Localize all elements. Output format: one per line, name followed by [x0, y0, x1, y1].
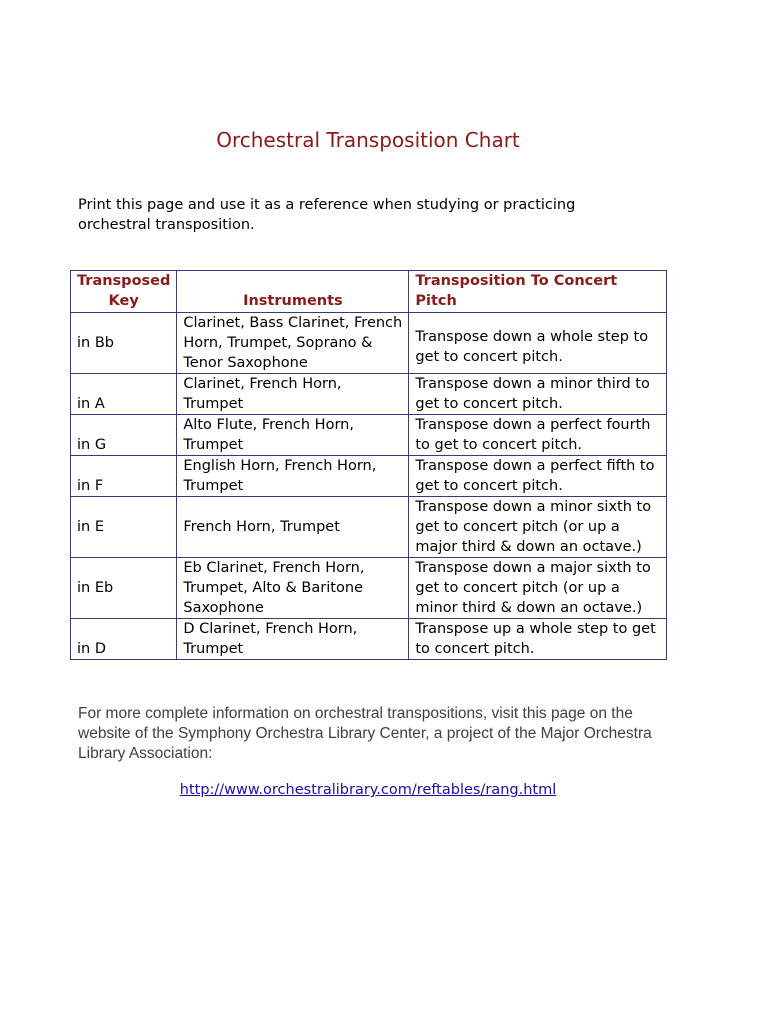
- reference-link[interactable]: http://www.orchestralibrary.com/reftables/rang.html: [179, 782, 557, 798]
- table-row: [71, 619, 667, 660]
- row-instruments: Eb Clarinet, French Horn, Trumpet, Alto & Baritone Saxophone: [177, 558, 409, 619]
- row-transposition: Transpose down a perfect fifth to get to concert pitch.: [409, 456, 667, 497]
- row-instruments: Clarinet, French Horn, Trumpet: [177, 374, 409, 415]
- table-row: [71, 497, 667, 558]
- row-key: in G: [71, 415, 177, 456]
- header-instruments: Instruments: [177, 271, 409, 313]
- table-row: [71, 313, 667, 374]
- table-row: [71, 558, 667, 619]
- row-transposition: Transpose down a minor third to get to concert pitch.: [409, 374, 667, 415]
- row-transposition: Transpose up a whole step to get to concert pitch.: [409, 619, 667, 660]
- row-key: in Bb: [71, 313, 177, 374]
- row-key: in E: [71, 497, 177, 558]
- row-key: in Eb: [71, 558, 177, 619]
- transposition-table: [70, 270, 667, 660]
- row-key: in A: [71, 374, 177, 415]
- header-transposition: Transposition To Concert Pitch: [409, 271, 667, 313]
- header-transposed-key: Transposed Key: [71, 271, 177, 313]
- footer-text: For more complete information on orchestral transpositions, visit this page on the website of the Symphony Orchestra Library Center, a project of the Major Orchestra Library Association:: [78, 705, 652, 762]
- row-instruments: English Horn, French Horn, Trumpet: [177, 456, 409, 497]
- row-transposition: Transpose down a whole step to get to concert pitch.: [409, 313, 667, 374]
- intro-text: Print this page and use it as a reference when studying or practicing orchestral transposition.: [78, 197, 576, 233]
- row-instruments: D Clarinet, French Horn, Trumpet: [177, 619, 409, 660]
- row-instruments: Alto Flute, French Horn, Trumpet: [177, 415, 409, 456]
- row-transposition: Transpose down a major sixth to get to concert pitch (or up a minor third & down an octave.): [409, 558, 667, 619]
- table-row: [71, 415, 667, 456]
- table-row: [71, 456, 667, 497]
- row-key: in D: [71, 619, 177, 660]
- row-transposition: Transpose down a minor sixth to get to concert pitch (or up a major third & down an octave.): [409, 497, 667, 558]
- row-transposition: Transpose down a perfect fourth to get to concert pitch.: [409, 415, 667, 456]
- page-title: Orchestral Transposition Chart: [216, 128, 520, 152]
- row-instruments: French Horn, Trumpet: [177, 497, 409, 558]
- table-row: [71, 374, 667, 415]
- row-instruments: Clarinet, Bass Clarinet, French Horn, Trumpet, Soprano & Tenor Saxophone: [177, 313, 409, 374]
- row-key: in F: [71, 456, 177, 497]
- table-header-row: [71, 271, 667, 313]
